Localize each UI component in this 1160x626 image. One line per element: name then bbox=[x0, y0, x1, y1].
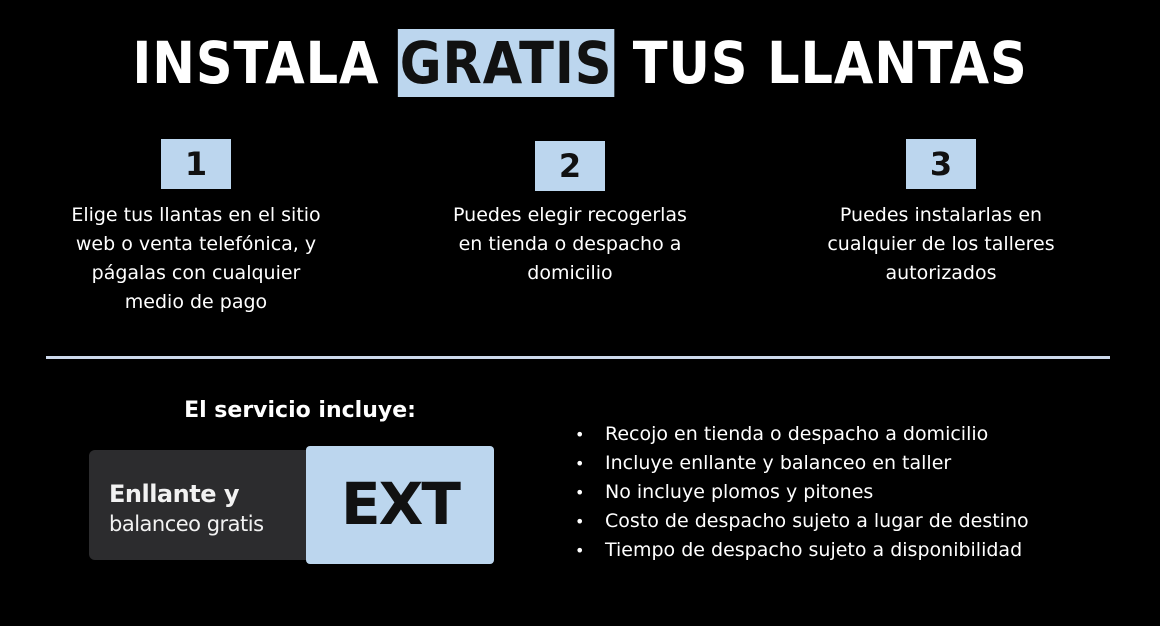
step-2-number: 2 bbox=[535, 141, 605, 191]
title-part-2: TUS LLANTAS bbox=[614, 29, 1028, 97]
page-title bbox=[70, 28, 1091, 98]
badge-code: EXT bbox=[341, 470, 459, 538]
bullet-icon: • bbox=[575, 483, 585, 502]
step-1-text: Elige tus llantas en el sitio web o venta telefónica, y págalas con cualquier medio de pago bbox=[71, 204, 321, 313]
step-3-text: Puedes instalarlas en cualquier de los talleres autorizados bbox=[827, 204, 1055, 284]
service-title: El servicio incluye: bbox=[184, 398, 416, 423]
list-item bbox=[575, 420, 1029, 449]
badge-label-panel bbox=[89, 450, 315, 560]
list-item-text: No incluye plomos y pitones bbox=[605, 481, 874, 503]
step-1-number: 1 bbox=[161, 139, 231, 189]
service-badge bbox=[89, 446, 494, 564]
list-item-text: Costo de despacho sujeto a lugar de destino bbox=[605, 510, 1029, 532]
list-item-text: Incluye enllante y balanceo en taller bbox=[605, 452, 952, 474]
step-3 bbox=[771, 139, 1111, 288]
title-highlight: GRATIS bbox=[399, 29, 613, 97]
list-item-text: Recojo en tienda o despacho a domicilio bbox=[605, 423, 989, 445]
list-item bbox=[575, 478, 1029, 507]
list-item-text: Tiempo de despacho sujeto a disponibilidad bbox=[605, 539, 1023, 561]
list-item bbox=[575, 449, 1029, 478]
step-2 bbox=[400, 139, 740, 288]
step-1 bbox=[26, 139, 366, 317]
step-2-text: Puedes elegir recogerlas en tienda o despacho a domicilio bbox=[453, 204, 687, 284]
badge-code-panel bbox=[306, 446, 494, 564]
service-list bbox=[575, 420, 1029, 565]
step-3-number: 3 bbox=[906, 139, 976, 189]
bullet-icon: • bbox=[575, 454, 585, 473]
title-part-1: INSTALA bbox=[132, 29, 399, 97]
bullet-icon: • bbox=[575, 541, 585, 560]
section-divider bbox=[46, 356, 1110, 359]
bullet-icon: • bbox=[575, 512, 585, 531]
bullet-icon: • bbox=[575, 425, 585, 444]
badge-line-2: balanceo gratis bbox=[109, 512, 264, 536]
list-item bbox=[575, 536, 1029, 565]
badge-line-1: Enllante y bbox=[109, 480, 239, 508]
list-item bbox=[575, 507, 1029, 536]
